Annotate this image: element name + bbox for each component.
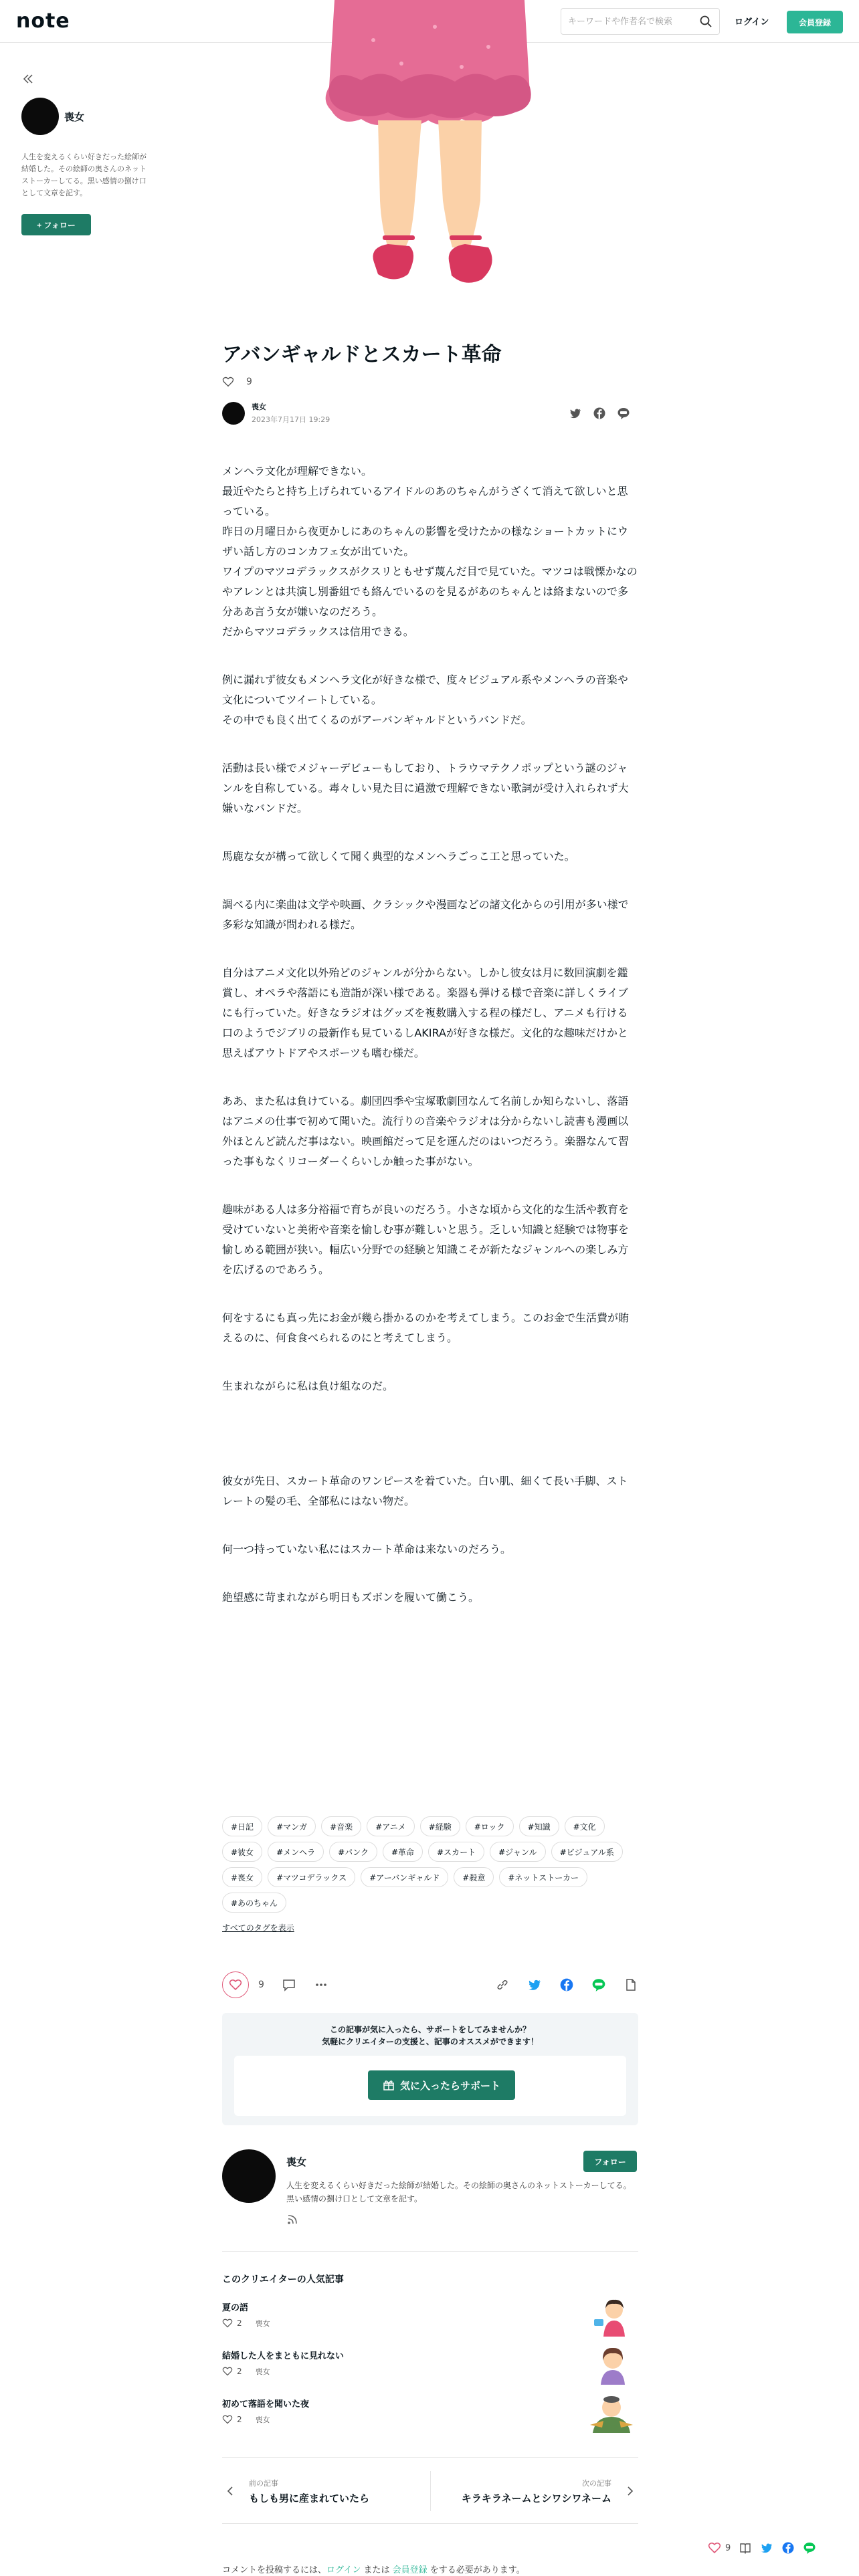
support-box bbox=[222, 2013, 638, 2125]
heart-icon bbox=[222, 2414, 233, 2425]
tag-list bbox=[222, 1816, 638, 1913]
popular-item-title[interactable]: 結婚した人をまともに見れない bbox=[222, 2351, 345, 2361]
like-count: 9 bbox=[258, 1979, 264, 1990]
comment-icon[interactable] bbox=[282, 1977, 296, 1992]
popular-item-thumbnail[interactable] bbox=[585, 2343, 638, 2385]
body-paragraph: ああ、また私は負けている。劇団四季や宝塚歌劇団なんて名前しか知らないし、落語はアニメの仕事で初めて聞いた。流行りの音楽やラジオは分からないし読書も漫画以外ほとんど読んだ事はない。映画館だって足を運んだのはいつだろう。楽器なんて習った事もなくリコーダーくらいしか触った事がない。 bbox=[222, 1095, 630, 1168]
popular-item-likes: 2 bbox=[237, 2367, 242, 2376]
sidebar-author-name[interactable]: 喪女 bbox=[64, 111, 85, 123]
support-text-line1: この記事が気に入ったら、サポートをしてみませんか？ bbox=[329, 2025, 531, 2034]
tag[interactable]: #ネットストーカー bbox=[499, 1867, 587, 1887]
creator-bio: 人生を変えるくらい好きだった絵師が結婚した。その絵師の奥さんのネットストーカーしてる。黒い感情の捌け口として文章を記す。 bbox=[286, 2181, 632, 2204]
article-body bbox=[222, 461, 638, 1636]
creator-name[interactable]: 喪女 bbox=[286, 2156, 307, 2168]
signup-button[interactable]: 会員登録 bbox=[787, 11, 843, 33]
action-bar bbox=[222, 1969, 638, 2001]
tag[interactable]: #ロック bbox=[466, 1816, 514, 1836]
popular-item-author: 喪女 bbox=[255, 2367, 270, 2376]
tag[interactable]: #彼女 bbox=[222, 1842, 262, 1862]
top-like-area[interactable] bbox=[222, 376, 252, 388]
body-paragraph: 何をするにも真っ先にお金が幾ら掛かるのかを考えてしまう。このお金で生活費が賄えるのに、何食食べられるのにと考えてしまう。 bbox=[222, 1311, 630, 1344]
body-paragraph: 例に漏れず彼女もメンヘラ文化が好きな様で、度々ビジュアル系やメンヘラの音楽や文化についてツイートしている。 その中でも良く出てくるのがアーバンギャルドというバンドだ。 bbox=[222, 673, 628, 726]
body-spacer bbox=[222, 1424, 638, 1471]
support-text bbox=[222, 2024, 638, 2048]
tag[interactable]: #マンガ bbox=[268, 1816, 316, 1836]
tag[interactable]: #殺意 bbox=[454, 1867, 494, 1887]
article-title: アバンギャルドとスカート革命 bbox=[222, 343, 502, 366]
popular-item-meta bbox=[222, 2414, 270, 2425]
prev-title: もしも男に産まれていたら bbox=[249, 2492, 370, 2504]
comment-prefix: コメントを投稿するには、 bbox=[222, 2565, 327, 2575]
floating-action-bar bbox=[708, 2535, 859, 2561]
body-paragraph: 何一つ持っていない私にはスカート革命は来ないのだろう。 bbox=[222, 1543, 512, 1555]
popular-item[interactable] bbox=[222, 2397, 638, 2437]
rss-icon[interactable] bbox=[286, 2214, 298, 2226]
line-icon[interactable] bbox=[803, 2541, 816, 2555]
tag[interactable]: #スカート bbox=[428, 1842, 484, 1862]
popular-item[interactable] bbox=[222, 2349, 638, 2389]
popular-item-title[interactable]: 夏の語 bbox=[222, 2303, 249, 2313]
magazine-icon[interactable] bbox=[739, 2541, 752, 2555]
show-all-tags-link[interactable]: すべてのタグを表示 bbox=[222, 1923, 294, 1933]
popular-item-thumbnail[interactable] bbox=[585, 2391, 638, 2433]
facebook-icon[interactable] bbox=[781, 2541, 795, 2555]
floating-like-count: 9 bbox=[725, 2543, 731, 2553]
sidebar-avatar[interactable] bbox=[21, 98, 59, 135]
facebook-icon[interactable] bbox=[593, 407, 606, 420]
support-text-line2: 気軽にクリエイターの支援と、記事のオススメができます！ bbox=[322, 2037, 539, 2046]
popular-item-thumbnail[interactable] bbox=[585, 2295, 638, 2337]
search-icon[interactable] bbox=[699, 15, 712, 28]
heart-icon bbox=[229, 1978, 242, 1992]
sidebar-bio: 人生を変えるくらい好きだった絵師が結婚した。その絵師の奥さんのネットストーカーしてる。黒い感情の捌け口として文章を記す。 bbox=[21, 152, 147, 197]
body-paragraph: 自分はアニメ文化以外殆どのジャンルが分からない。しかし彼女は月に数回演劇を鑑賞し、オペラや落語にも造詣が深い様である。楽器も弾ける様で音楽に詳しくライブにも行っていた。好きなラジオはグッズを複数購入する程の様だし、アニメも行ける口のようでジブリの最新作も見ているしAKIRAが好きな様だ。文化的な趣味だけかと思えばアウトドアやスポーツも嗜む様だ。 bbox=[222, 966, 629, 1059]
popular-item-author: 喪女 bbox=[255, 2416, 270, 2424]
tag[interactable]: #あのちゃん bbox=[222, 1893, 286, 1913]
body-paragraph: 活動は長い様でメジャーデビューもしており、トラウマテクノポップという謎のジャンルを自称している。毒々しい見た目に過激で理解できない歌詞が受け入れられず大嫌いなバンドだ。 bbox=[222, 762, 629, 815]
chevron-right-icon bbox=[624, 2484, 637, 2498]
tag[interactable]: #日記 bbox=[222, 1816, 262, 1836]
support-button[interactable] bbox=[368, 2070, 515, 2100]
tag[interactable]: #経験 bbox=[420, 1816, 460, 1836]
top-like-count: 9 bbox=[246, 377, 252, 387]
heart-icon[interactable] bbox=[708, 2541, 721, 2555]
popular-heading: このクリエイターの人気記事 bbox=[222, 2274, 344, 2285]
tag[interactable]: #ジャンル bbox=[490, 1842, 546, 1862]
tag[interactable]: #文化 bbox=[565, 1816, 605, 1836]
line-icon[interactable] bbox=[617, 407, 630, 420]
section-divider bbox=[222, 2251, 638, 2252]
gift-icon bbox=[383, 2079, 395, 2091]
next-article-link[interactable] bbox=[430, 2458, 638, 2525]
search-box[interactable] bbox=[561, 8, 720, 35]
body-paragraph: 趣味がある人は多分裕福で育ちが良いのだろう。小さな頃から文化的な生活や教育を受けていないと美術や音楽を愉しむ事が難しいと思う。乏しい知識と経験では物事を愉しめる範囲が狭い。幅広い分野での経験と知識こそが新たなジャンルへの楽しみ方を広げるのであろう。 bbox=[222, 1203, 630, 1276]
support-button-label: 気に入ったらサポート bbox=[399, 2080, 500, 2092]
support-inner-card bbox=[234, 2056, 626, 2116]
comment-middle: または bbox=[361, 2565, 393, 2575]
body-paragraph: メンヘラ文化が理解できない。 最近やたらと持ち上げられているアイドルのあのちゃんがうざくて消えて欲しいと思っている。 昨日の月曜日から夜更かしにあのちゃんの影響を受けたかの様なショートカットにウザい話し方のコンカフェ女が出ていた。 ワイプのマツコデラックスがクスリともせず蔑んだ目で見ていた。マツコは戦慄かなのやアレンとは共演し別番組でも絡んでいるのを見るがあのちゃんとは絡まないので多分ああ言う女が嫌いなのだろう。 だからマツコデラックスは信用できる。 bbox=[222, 465, 638, 638]
article-navigation bbox=[222, 2457, 638, 2524]
comment-notice bbox=[222, 2563, 525, 2575]
search-input[interactable] bbox=[568, 17, 695, 27]
heart-icon[interactable] bbox=[222, 376, 234, 388]
body-paragraph: 彼女が先日、スカート革命のワンピースを着ていた。白い肌、細くて長い手脚、ストレートの髪の毛、全部私にはない物だ。 bbox=[222, 1475, 628, 1507]
tag[interactable]: #パンク bbox=[329, 1842, 377, 1862]
tag[interactable]: #ビジュアル系 bbox=[551, 1842, 623, 1862]
author-name[interactable]: 喪女 bbox=[252, 403, 266, 411]
login-link[interactable]: ログイン bbox=[735, 17, 769, 27]
heart-icon bbox=[222, 2366, 233, 2377]
like-button[interactable] bbox=[222, 1971, 249, 1998]
body-paragraph: 調べる内に楽曲は文学や映画、クラシックや漫画などの諸文化からの引用が多い様で多彩な知識が問われる様だ。 bbox=[222, 898, 629, 931]
chevron-left-icon bbox=[223, 2484, 237, 2498]
body-paragraph: 馬鹿な女が構って欲しくて聞く典型的なメンヘラごっこ工と思っていた。 bbox=[222, 850, 575, 863]
tag[interactable]: #知識 bbox=[519, 1816, 559, 1836]
tag[interactable]: #音楽 bbox=[321, 1816, 361, 1836]
tag[interactable]: #メンヘラ bbox=[268, 1842, 324, 1862]
popular-item-likes: 2 bbox=[237, 2415, 242, 2424]
heart-icon bbox=[222, 2318, 233, 2329]
sidebar-follow-button[interactable]: + フォロー bbox=[21, 214, 91, 235]
creator-follow-button[interactable]: フォロー bbox=[583, 2151, 637, 2172]
publish-date: 2023年7月17日 19:29 bbox=[252, 415, 330, 424]
popular-item-likes: 2 bbox=[237, 2319, 242, 2328]
link-icon[interactable] bbox=[495, 1977, 510, 1992]
comment-suffix: をする必要があります。 bbox=[427, 2565, 525, 2575]
share-icons-top bbox=[569, 407, 630, 420]
tag[interactable]: #マツコデラックス bbox=[268, 1867, 355, 1887]
popular-item-author: 喪女 bbox=[255, 2319, 270, 2328]
popular-item-title[interactable]: 初めて落語を聞いた夜 bbox=[222, 2399, 310, 2409]
line-icon[interactable] bbox=[591, 1977, 606, 1992]
author-avatar[interactable] bbox=[222, 402, 245, 425]
next-label: 次の記事 bbox=[582, 2479, 611, 2488]
bookmark-icon[interactable] bbox=[624, 1977, 638, 1992]
tag[interactable]: #喪女 bbox=[222, 1867, 262, 1887]
twitter-icon[interactable] bbox=[760, 2541, 773, 2555]
body-paragraph: 生まれながらに私は負け組なのだ。 bbox=[222, 1380, 394, 1392]
note-logo[interactable]: note bbox=[16, 9, 70, 33]
tag[interactable]: #革命 bbox=[383, 1842, 423, 1862]
hero-illustration bbox=[294, 0, 565, 308]
next-title: キラキラネームとシワシワネーム bbox=[461, 2492, 611, 2504]
body-paragraph: 絶望感に苛まれながら明日もズボンを履いて働こう。 bbox=[222, 1591, 480, 1604]
twitter-icon[interactable] bbox=[569, 407, 582, 420]
creator-avatar[interactable] bbox=[222, 2149, 276, 2203]
share-icons-bottom bbox=[495, 1977, 638, 1992]
popular-item-meta bbox=[222, 2318, 270, 2329]
more-icon[interactable] bbox=[314, 1977, 328, 1992]
prev-article-link[interactable] bbox=[222, 2458, 430, 2525]
popular-item[interactable] bbox=[222, 2300, 638, 2341]
comment-login-link[interactable]: ログイン bbox=[326, 2565, 361, 2575]
tag[interactable]: #アニメ bbox=[367, 1816, 414, 1836]
comment-signup-link[interactable]: 会員登録 bbox=[392, 2565, 427, 2575]
popular-item-meta bbox=[222, 2366, 270, 2377]
prev-label: 前の記事 bbox=[249, 2479, 278, 2488]
author-row[interactable] bbox=[222, 401, 330, 425]
twitter-icon[interactable] bbox=[527, 1977, 542, 1992]
facebook-icon[interactable] bbox=[559, 1977, 574, 1992]
collapse-sidebar-icon[interactable] bbox=[21, 72, 35, 86]
tag[interactable]: #アーバンギャルド bbox=[361, 1867, 448, 1887]
